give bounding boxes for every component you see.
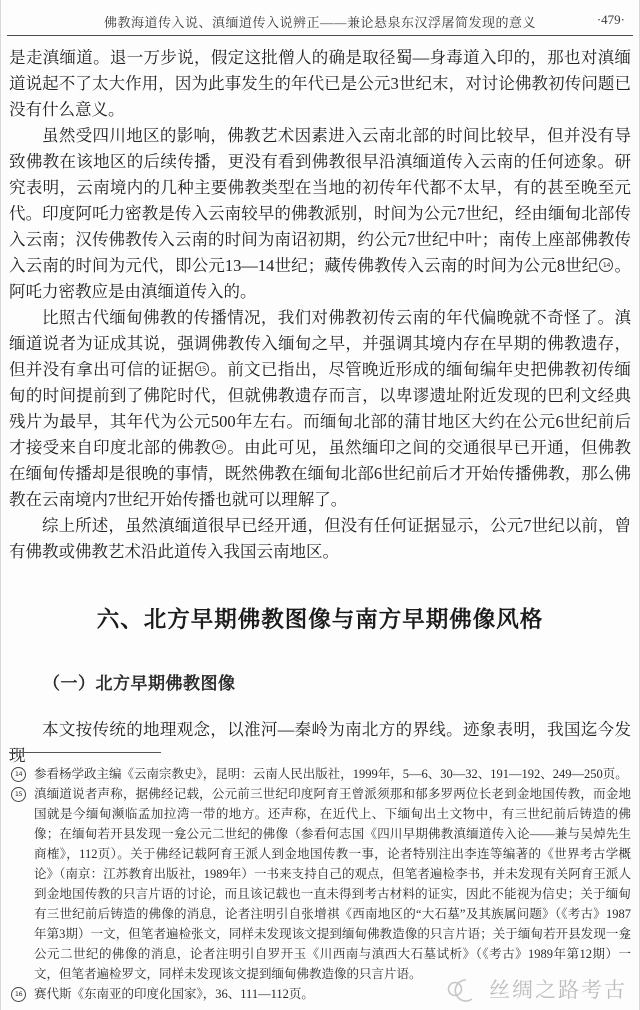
paragraph: 虽然受四川地区的影响，佛教艺术因素进入云南北部的时间比较早，但并没有导致佛教在该地区的后续传播，更没有看到佛教很早沿滇缅道传入云南的任何迹象。研究表明，云南境内的几种主要佛教类型在当地的初传年代都不太早，有的甚至晚至元代。印度阿吒力密教是传入云南较早的佛教派别，时间为公元7世纪，经由缅甸北部传入云南；汉传佛教传入云南的时间为南诏初期，约公元7世纪中叶；南传上座部佛教传入云南的时间为元代，即公元13—14世纪；藏传佛教传入云南的时间为公元8世纪 14 。阿吒力密教应是由滇缅道传入的。 (9, 126, 632, 301)
paragraphs-before-heading (9, 45, 631, 565)
footnote-block (1, 738, 639, 1004)
paragraph: 综上所述，虽然滇缅道很早已经开通，但没有任何证据显示，公元7世纪以前，曾有佛教或佛教艺术沿此道传入我国云南地区。 (9, 516, 631, 561)
paragraph: 比照古代缅甸佛教的传播情况，我们对佛教初传云南的年代偏晚就不奇怪了。滇缅道说者为证成其说，强调佛教传入缅甸之早，并强调其境内存在早期的佛教遗存，但并没有拿出可信的证据 15 。前文已指出，尽管晚近形成的缅甸编年史把佛教初传缅甸的时间提前到了佛陀时代，但就佛教遗存而言，以卑谬遗址附近发现的巴利文经典残片为最早，其年代为公元500年左右。而缅甸北部的蒲甘地区大约在公元6世纪前后才接受来自印度北部的佛教 16 。由此可见，虽然缅印之间的交通很早已开通，但佛教在缅甸传播却是很晚的事情，既然佛教在缅甸北部6世纪前后才开始传播佛教，那么佛教在云南境内7世纪开始传播也就可以理解了。 (9, 308, 632, 509)
footnote-marker-15: 15 (11, 787, 26, 802)
footnote-ref-14: 14 (599, 258, 613, 272)
footnote-15 (9, 784, 631, 984)
footnote-ref-15: 15 (195, 362, 209, 376)
footnote-ref-16: 16 (212, 440, 226, 454)
watermark-text: 丝绸之路考古 (489, 978, 627, 1002)
page-number: ·479· (596, 12, 625, 27)
main-text (1, 36, 639, 769)
section-heading: 六、北方早期佛教图像与南方早期佛像风格 (96, 607, 544, 632)
footnote-16 (9, 984, 631, 1004)
footnote-text: 滇缅道说者声称，据佛经记载，公元前三世纪印度阿育王曾派须那和郁多罗两位长老到金地国传教，而金地国就是今缅甸濒临孟加拉湾一带的地方。还声称，在近代上、下缅甸出土文物中，有三世纪前后铸造的佛像；在缅甸若开县发现一龛公元二世纪的佛像（参看何志国《四川早期佛教滇缅道传入论——兼与吴焯先生商榷》，112页）。关于佛经记载阿育王派人到金地国传教一事，论者特别注出李连等编著的《世界考古学概论》（南京：江苏教育出版社，1989年）一书来支持自己的观点，但笔者遍检李书，并未发现有关阿育王派人到金地国传教的只言片语的讨论，而且该记载也一直未得到考古材料的证实，因此不能视为信史；关于缅甸有三世纪前后铸造的佛像的消息，论者注明引自张增祺《西南地区的“大石墓”及其族属问题》（《考古》1987年第3期）一文，但笔者遍检张文，同样未发现该文提到缅甸佛教造像的只言片语；关于缅甸若开县发现一龛公元二世纪的佛像的消息，论者注明引自罗开玉《川西南与滇西大石墓试析》（《考古》1989年第12期）一文，但笔者遍检罗文，同样未发现该文提到缅甸佛教造像的只言片语。 (34, 787, 631, 981)
paragraph: 是走滇缅道。退一万步说，假定这批僧人的确是取径蜀—身毒道入印的，那也对滇缅道说起不了太大作用，因为此事发生的年代已是公元3世纪末，对讨论佛教初传问题已没有什么意义。 (9, 48, 631, 119)
footnotes-list (9, 764, 631, 1004)
footnote-14 (9, 764, 631, 784)
footnote-divider (9, 752, 161, 753)
footnote-marker-14: 14 (11, 767, 26, 782)
running-head (1, 0, 639, 32)
footnote-text: 参看杨学政主编《云南宗教史》，昆明：云南人民出版社，1999年，5—6、30—32、191—192、249—250页。 (34, 767, 628, 781)
footnote-text: 赛代斯《东南亚的印度化国家》，36、111—112页。 (34, 987, 314, 1001)
running-head-title: 佛教海道传入说、滇缅道传入说辨正——兼论悬泉东汉浮屠简发现的意义 (103, 15, 536, 30)
subsection-heading: （一）北方早期佛教图像 (43, 674, 236, 693)
footnote-marker-16: 16 (11, 987, 26, 1002)
paragraph: 本文按传统的地理观念，以淮河—秦岭为南北方的界线。迹象表明，我国迄今发现 (9, 720, 631, 765)
